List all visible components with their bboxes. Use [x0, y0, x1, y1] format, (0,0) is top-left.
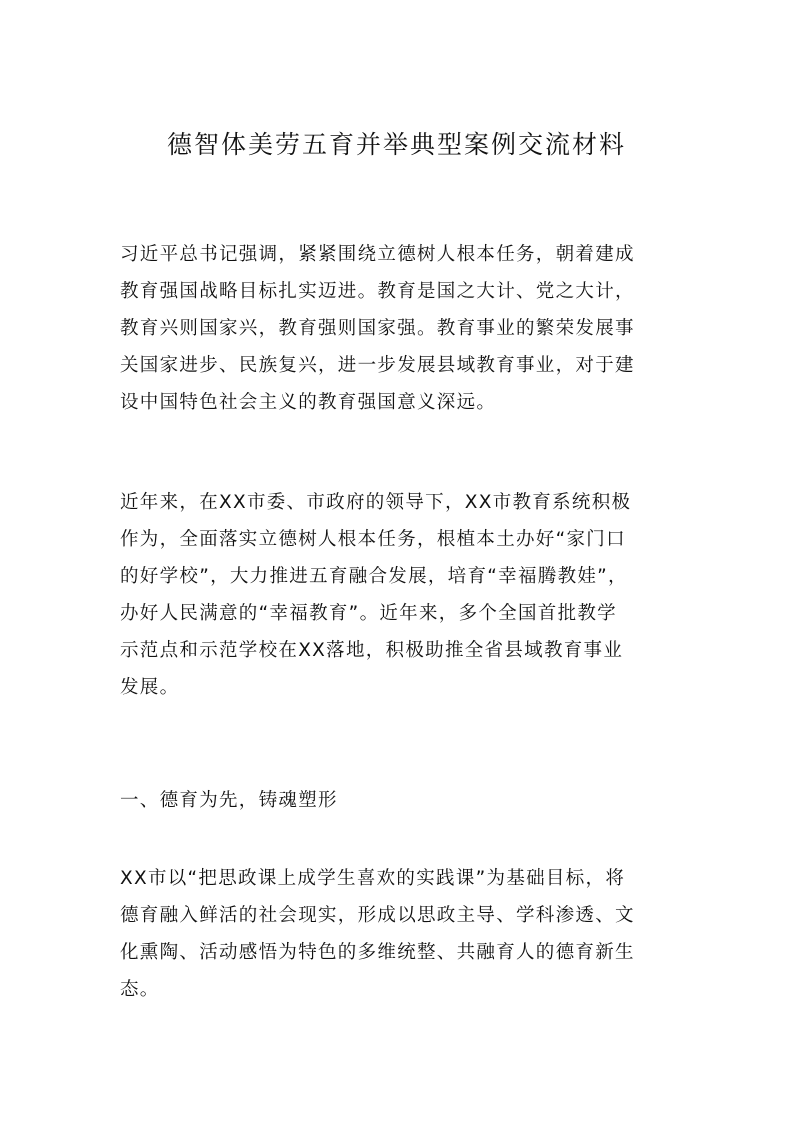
- text-line: 态。: [120, 979, 160, 1000]
- text-line: XX市以“把思政课上成学生喜欢的实践课”为基础目标，将: [120, 868, 626, 889]
- document-title: 德智体美劳五育并举典型案例交流材料: [166, 130, 626, 159]
- text-line: 近年来，在XX市委、市政府的领导下，XX市教育系统积极: [120, 492, 632, 513]
- section-heading-text: 一、德育为先，铸魂塑形: [120, 790, 338, 811]
- text-line: 示范点和示范学校在XX落地，积极助推全省县域教育事业: [120, 640, 624, 661]
- paragraph-intro: [120, 236, 676, 421]
- text-line: 作为，全面落实立德树人根本任务，根植本土办好“家门口: [120, 529, 626, 550]
- text-line: 化熏陶、活动感悟为特色的多维统整、共融育人的德育新生: [120, 942, 635, 963]
- section-heading-moral-education: [120, 782, 676, 819]
- text-line: 设中国特色社会主义的教育强国意义深远。: [120, 392, 497, 413]
- text-line: 德育融入鲜活的社会现实，形成以思政主导、学科渗透、文: [120, 905, 635, 926]
- paragraph-background: [120, 484, 676, 706]
- text-line: 教育强国战略目标扎实迈进。教育是国之大计、党之大计，: [120, 281, 635, 302]
- text-line: 发展。: [120, 677, 180, 698]
- text-line: 关国家进步、民族复兴，进一步发展县域教育事业，对于建: [120, 355, 635, 376]
- text-line: 的好学校”，大力推进五育融合发展，培育“幸福腾教娃”，: [120, 566, 628, 587]
- text-line: 习近平总书记强调，紧紧围绕立德树人根本任务，朝着建成: [120, 244, 635, 265]
- paragraph-moral-education: [120, 860, 676, 1008]
- text-line: 教育兴则国家兴，教育强则国家强。教育事业的繁荣发展事: [120, 318, 635, 339]
- text-line: 办好人民满意的“幸福教育”。近年来，多个全国首批教学: [120, 603, 617, 624]
